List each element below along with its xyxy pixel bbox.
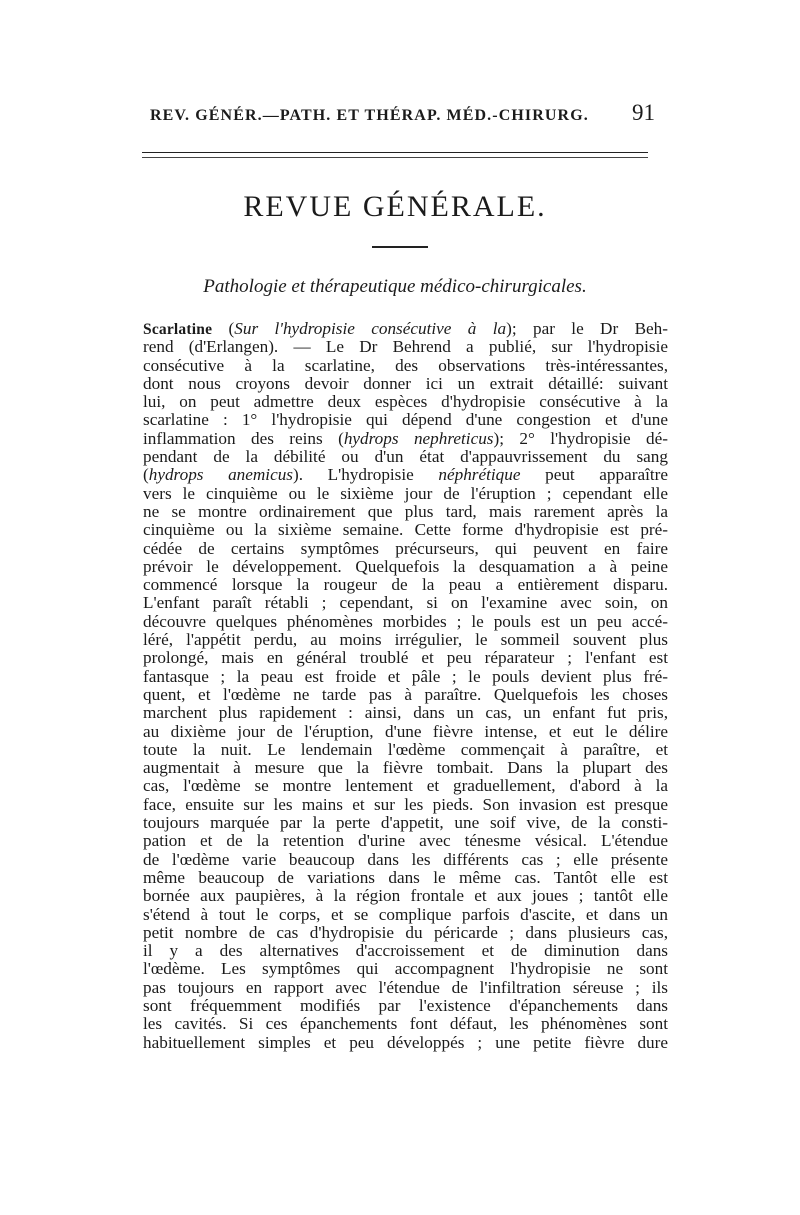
- text-run: vers le cinquième ou le sixième jour de l'éruption ; cependant elle: [143, 484, 668, 503]
- text-run: habituellement simples et peu développés ; une petite fièvre dure: [143, 1033, 668, 1052]
- text-run: l'œdème. Les symptômes qui accompagnent l'hydropisie ne sont: [143, 960, 668, 979]
- section-subtitle: Pathologie et thérapeutique médico-chirurgicales.: [203, 276, 587, 297]
- text-run: ); par le Dr Beh-: [506, 320, 668, 338]
- text-run: rend (d'Erlangen). — Le Dr Behrend a publié, sur l'hydropisie: [143, 338, 668, 357]
- text-line: [143, 613, 668, 631]
- text-line: [143, 540, 668, 558]
- text-line: [143, 887, 668, 905]
- text-line: [143, 594, 668, 612]
- text-line: [143, 832, 668, 850]
- text-run: même beaucoup de variations dans le même cas. Tantôt elle est: [143, 868, 668, 887]
- text-run: de l'œdème varie beaucoup dans les différents cas ; elle présente: [143, 850, 668, 869]
- text-line: [143, 338, 668, 356]
- text-run: au dixième jour de l'éruption, d'une fièvre intense, et eut le délire: [143, 722, 668, 741]
- text-line: [143, 576, 668, 594]
- italic-text: hydrops anemicus: [148, 466, 293, 485]
- page-number: 91: [632, 100, 655, 125]
- text-run: cinquième ou la sixième semaine. Cette forme d'hydropisie est pré-: [143, 521, 668, 540]
- text-run: (: [212, 320, 235, 338]
- text-line: [143, 777, 668, 795]
- text-run: pendant de la débilité ou d'un état d'appauvrissement du sang: [143, 448, 668, 467]
- text-run: augmentait à mesure que la fièvre tombait. Dans la plupart des: [143, 759, 668, 778]
- text-run: face, ensuite sur les mains et sur les pieds. Son invasion est presque: [143, 795, 668, 814]
- text-line: [143, 558, 668, 576]
- text-run: commencé lorsque la rougeur de la peau a entièrement disparu.: [143, 576, 668, 595]
- text-line: [143, 1015, 668, 1033]
- text-run: pation et de la retention d'urine avec ténesme vésical. L'étendue: [143, 832, 668, 851]
- text-run: bornée aux paupières, à la région frontale et aux joues ; tantôt elle: [143, 887, 668, 906]
- text-line: [143, 759, 668, 777]
- text-run: prévoir le développement. Quelquefois la desquamation a à peine: [143, 557, 668, 576]
- text-line: [143, 631, 668, 649]
- text-line: [143, 466, 668, 484]
- italic-text: hydrops nephreticus: [343, 429, 494, 448]
- text-run: sont fréquemment modifiés par l'existence d'épanchements dans: [143, 996, 668, 1015]
- text-line: [143, 448, 668, 466]
- header-rule-top: [142, 152, 648, 153]
- text-run: ). L'hydropisie: [293, 466, 439, 485]
- text-run: cas, l'œdème se montre lentement et graduellement, d'abord à la: [143, 777, 668, 796]
- text-run: peut apparaître: [520, 466, 668, 485]
- text-run: scarlatine : 1° l'hydropisie qui dépend d'une congestion et d'une: [143, 411, 668, 430]
- title-divider: [372, 246, 428, 248]
- text-run: (: [143, 466, 149, 485]
- text-line: [143, 686, 668, 704]
- text-run: petit nombre de cas d'hydropisie du péricarde ; dans plusieurs cas,: [143, 923, 668, 942]
- text-run: lui, on peut admettre deux espèces d'hydropisie consécutive à la: [143, 393, 668, 412]
- text-line: [143, 851, 668, 869]
- article-body: [143, 320, 668, 1052]
- text-run: pas toujours en rapport avec l'étendue de l'infiltration séreuse ; ils: [143, 978, 668, 997]
- text-run: les cavités. Si ces épanchements font défaut, les phénomènes sont: [143, 1015, 668, 1034]
- text-line: [143, 320, 668, 338]
- text-line: [143, 357, 668, 375]
- text-run: prolongé, mais en général troublé et peu réparateur ; l'enfant est: [143, 649, 668, 668]
- text-line: [143, 723, 668, 741]
- text-line: [143, 485, 668, 503]
- text-run: il y a des alternatives d'accroissement et de diminution dans: [143, 942, 668, 961]
- text-line: [143, 668, 668, 686]
- text-run: quent, et l'œdème ne tarde pas à paraître. Quelquefois les choses: [143, 685, 668, 704]
- text-run: toujours marquée par la perte d'appetit, une soif vive, de la consti-: [143, 814, 668, 833]
- text-line: [143, 430, 668, 448]
- text-line: [143, 1034, 668, 1052]
- text-line: [143, 960, 668, 978]
- text-line: [143, 997, 668, 1015]
- text-line: [143, 393, 668, 411]
- text-run: découvre quelques phénomènes morbides ; le pouls est un peu accé-: [143, 612, 668, 631]
- text-run: fantasque ; la peau est froide et pâle ; le pouls devient plus fré-: [143, 667, 668, 686]
- text-run: ); 2° l'hydropisie dé-: [493, 429, 668, 448]
- text-line: [143, 741, 668, 759]
- text-run: léré, l'appétit perdu, au moins irrégulier, le sommeil souvent plus: [143, 631, 668, 650]
- text-line: [143, 411, 668, 429]
- running-head: [150, 100, 655, 126]
- text-line: [143, 814, 668, 832]
- italic-text: Sur l'hydropisie consécutive à la: [234, 320, 507, 338]
- text-line: [143, 649, 668, 667]
- text-run: s'étend à tout le corps, et se complique parfois d'ascite, et dans un: [143, 905, 668, 924]
- text-line: [143, 704, 668, 722]
- text-run: ne se montre ordinairement que plus tard, mais rarement après la: [143, 502, 668, 521]
- text-run: dont nous croyons devoir donner ici un extrait détaillé: suivant: [143, 374, 668, 393]
- text-line: [143, 375, 668, 393]
- text-line: [143, 924, 668, 942]
- text-run: cédée de certains symptômes précurseurs, qui peuvent en faire: [143, 539, 668, 558]
- text-run: consécutive à la scarlatine, des observations très-intéressantes,: [143, 356, 668, 375]
- section-title: REVUE GÉNÉRALE.: [243, 190, 547, 223]
- text-line: [143, 796, 668, 814]
- article-lead-word: Scarlatine: [143, 321, 213, 338]
- text-line: [143, 521, 668, 539]
- text-run: toute la nuit. Le lendemain l'œdème commençait à paraître, et: [143, 740, 668, 759]
- text-line: [143, 979, 668, 997]
- text-line: [143, 906, 668, 924]
- text-line: [143, 942, 668, 960]
- text-run: L'enfant paraît rétabli ; cependant, si on l'examine avec soin, on: [143, 594, 668, 613]
- running-head-title: REV. GÉNÉR.—PATH. ET THÉRAP. MÉD.-CHIRURG.: [150, 107, 589, 124]
- text-run: inflammation des reins (: [143, 429, 344, 448]
- text-line: [143, 503, 668, 521]
- header-rule-bottom: [142, 157, 648, 158]
- italic-text: néphrétique: [438, 466, 521, 485]
- text-run: marchent plus rapidement : ainsi, dans un cas, un enfant fut pris,: [143, 704, 668, 723]
- text-line: [143, 869, 668, 887]
